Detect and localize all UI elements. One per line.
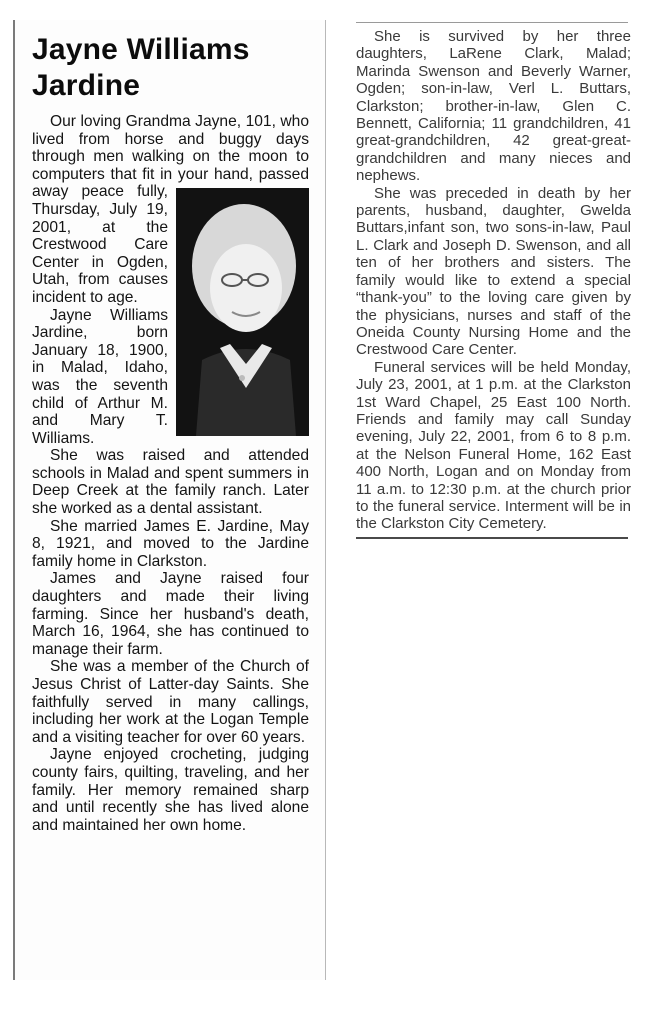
obituary-column-left xyxy=(13,20,326,980)
intro-text: Our loving Grandma Jayne, 101, who lived from horse and buggy days through men walking on the moon to computers that fit in your hand, passed away peace xyxy=(32,113,309,201)
paragraph-church: She was a member of the Church of Jesus Christ of Latter-day Saints. She faithfully served in many callings, including her work at the Logan Temple and a visiting teacher for over 60 years. xyxy=(32,658,309,746)
portrait-photo-art xyxy=(176,188,309,436)
paragraph-upbringing: She was raised and attended schools in Malad and spent summers in Deep Creek at the family ranch. Later she worked as a dental assistant. xyxy=(32,447,309,518)
bottom-rule xyxy=(356,537,628,539)
paragraph-family-farm: James and Jayne raised four daughters and made their living farming. Since her husband's death, March 16, 1964, she has continued to manage their farm. xyxy=(32,570,309,658)
intro-text-continued: fully, Thursday, July 19, 2001, at the Crestwood Care Center in Ogden, Utah, from causes incident to age. xyxy=(32,183,168,306)
paragraph-birth: Jayne Williams Jardine, born January 18, 1900, in Malad, Idaho, was the seventh child of Arthur M. and Mary T. Williams. xyxy=(32,306,168,447)
paragraph-marriage: She married James E. Jardine, May 8, 1921, and moved to the Jardine family home in Clarkston. xyxy=(32,517,309,570)
obituary-title: Jayne Williams Jardine xyxy=(32,33,250,102)
obituary-column-right xyxy=(356,20,631,675)
paragraph-survivors: She is survived by her three daughters, LaRene Clark, Malad; Marinda Swenson and Beverly Warner, Ogden; son-in-law, Verl L. Buttars, Clarkston; brother-in-law, Glen C. Bennett, California; 11 grandchildren, 41 great-grandchildren, 42 great-great-grandchildren and many nieces and nephews. xyxy=(356,28,631,185)
paragraph-funeral: Funeral services will be held Monday, July 23, 2001, at 1 p.m. at the Clarkston 1st Ward Chapel, 25 East 100 North. Friends and family may call Sunday evening, July 22, 2001, from 6 to 8 p.m. at the Nelson Funeral Home, 162 East 400 North, Logan and on Monday from 11 a.m. to 12:30 p.m. at the church prior to the funeral service. Interment will be in the Clarkston City Cemetery. xyxy=(356,358,631,533)
paragraph-preceded: She was preceded in death by her parents, husband, daughter, Gwelda Buttars,infant son, two sons-in-law, Paul L. Clark and Joseph D. Swenson, and all ten of her brothers and sisters. The family would like to extend a special “thank-you” to the loving care given by the physicians, nurses and staff of the Oneida County Nursing Home and the Crestwood Care Center. xyxy=(356,184,631,359)
paragraph-hobbies: Jayne enjoyed crocheting, judging county fairs, quilting, traveling, and her family. Her memory remained sharp and until recently she has lived alone and maintained her own home. xyxy=(32,746,309,834)
paragraph-intro-start xyxy=(32,113,309,307)
portrait-photo xyxy=(176,188,309,436)
